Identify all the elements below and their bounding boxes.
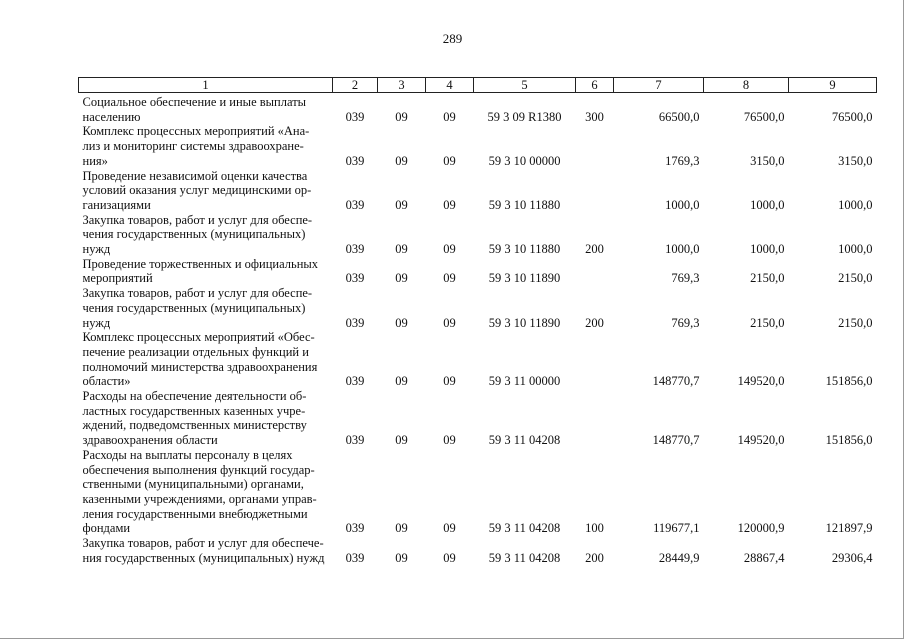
target-article: 59 3 10 00000: [488, 153, 561, 168]
amount-col-8: 1000,0: [750, 197, 785, 212]
row-name: [79, 536, 333, 565]
header-col-9: 9: [789, 78, 877, 93]
expense-type: 100: [585, 521, 604, 536]
expense-type: [576, 330, 614, 389]
header-col-2: 2: [333, 78, 378, 93]
table-row: [79, 124, 877, 168]
header-col-6: 6: [576, 78, 614, 93]
row-name-line: Расходы на обеспечение деятельности об-: [82, 389, 307, 404]
amount-col-9: 2150,0: [838, 315, 873, 330]
subsection-code: 09: [443, 433, 456, 448]
table-row: [79, 536, 877, 565]
row-name-line: ственными (муниципальными) органами,: [82, 477, 304, 492]
table-row: [79, 257, 877, 286]
target-article: 59 3 11 04208: [488, 521, 561, 536]
amount-col-9: 1000,0: [838, 197, 873, 212]
ministry-code: 039: [345, 550, 365, 565]
target-article: 59 3 11 00000: [488, 374, 561, 389]
amount-col-7: 148770,7: [652, 374, 700, 389]
table-row: [79, 169, 877, 213]
ministry-code: 039: [345, 433, 365, 448]
section-code: 09: [395, 109, 408, 124]
row-name: [79, 93, 333, 125]
section-code: 09: [395, 433, 408, 448]
ministry-code: 039: [345, 271, 365, 286]
row-name-line: Проведение независимой оценки качества: [82, 168, 308, 183]
row-name-line: фондами: [82, 521, 131, 536]
ministry-code: 039: [345, 242, 365, 257]
target-article: 59 3 10 11880: [488, 242, 561, 257]
row-name-line: ластных государственных казенных учре-: [82, 403, 306, 418]
row-name-line: чения государственных (муниципальных): [82, 300, 306, 315]
amount-col-8: 76500,0: [743, 109, 785, 124]
row-name-line: Закупка товаров, работ и услуг для обеспече-: [82, 536, 324, 551]
amount-col-9: 151856,0: [825, 433, 873, 448]
header-col-4: 4: [426, 78, 474, 93]
row-name-line: условий оказания услуг медицинскими ор-: [82, 183, 312, 198]
header-col-1: 1: [79, 78, 333, 93]
expense-type: [576, 389, 614, 448]
row-name: [79, 330, 333, 389]
row-name-line: Закупка товаров, работ и услуг для обеспе-: [82, 286, 313, 301]
section-code: 09: [395, 315, 408, 330]
header-col-5: 5: [474, 78, 576, 93]
ministry-code: 039: [345, 374, 365, 389]
subsection-code: 09: [443, 521, 456, 536]
subsection-code: 09: [443, 153, 456, 168]
amount-col-8: 2150,0: [750, 315, 785, 330]
row-name-line: населению: [82, 109, 141, 124]
subsection-code: 09: [443, 271, 456, 286]
row-name-line: печение реализации отдельных функций и: [82, 344, 309, 359]
amount-col-7: 769,3: [671, 271, 700, 286]
budget-table: [78, 77, 877, 566]
target-article: 59 3 10 11890: [488, 271, 561, 286]
row-name: [79, 213, 333, 257]
row-name-line: Комплекс процессных мероприятий «Ана-: [82, 124, 310, 139]
amount-col-9: 3150,0: [838, 153, 873, 168]
amount-col-9: 76500,0: [831, 109, 873, 124]
row-name-line: обеспечения выполнения функций государ-: [82, 462, 315, 477]
ministry-code: 039: [345, 153, 365, 168]
target-article: 59 3 11 04208: [488, 433, 561, 448]
table-row: [79, 330, 877, 389]
amount-col-8: 3150,0: [750, 153, 785, 168]
row-name-line: ганизациями: [82, 197, 151, 212]
amount-col-8: 2150,0: [750, 271, 785, 286]
target-article: 59 3 10 11890: [488, 315, 561, 330]
section-code: 09: [395, 271, 408, 286]
expense-type: 200: [585, 315, 604, 330]
expense-type: [576, 169, 614, 213]
expense-type: 300: [585, 109, 604, 124]
row-name-line: ждений, подведомственных министерству: [82, 418, 307, 433]
row-name-line: лиз и мониторинг системы здравоохране-: [82, 139, 304, 154]
row-name-line: нужд: [82, 242, 111, 257]
row-name: [79, 389, 333, 448]
row-name: [79, 169, 333, 213]
amount-col-9: 121897,9: [825, 521, 873, 536]
row-name-line: казенными учреждениями, органами управ-: [82, 491, 317, 506]
amount-col-8: 1000,0: [750, 242, 785, 257]
target-article: 59 3 10 11880: [488, 197, 561, 212]
row-name: [79, 448, 333, 536]
amount-col-7: 1000,0: [665, 197, 700, 212]
subsection-code: 09: [443, 242, 456, 257]
row-name-line: Закупка товаров, работ и услуг для обеспе-: [82, 212, 313, 227]
expense-type: [576, 257, 614, 286]
amount-col-7: 769,3: [671, 315, 700, 330]
section-code: 09: [395, 242, 408, 257]
expense-type: 200: [585, 550, 604, 565]
row-name-line: области»: [82, 374, 131, 389]
table-row: [79, 448, 877, 536]
table-row: [79, 286, 877, 330]
row-name-line: ния государственных (муниципальных) нужд: [82, 550, 325, 565]
amount-col-7: 1769,3: [665, 153, 700, 168]
table-body: [79, 93, 877, 566]
amount-col-7: 66500,0: [658, 109, 700, 124]
ministry-code: 039: [345, 521, 365, 536]
table-row: [79, 389, 877, 448]
amount-col-9: 29306,4: [831, 550, 873, 565]
amount-col-9: 2150,0: [838, 271, 873, 286]
amount-col-8: 149520,0: [737, 433, 785, 448]
ministry-code: 039: [345, 109, 365, 124]
row-name-line: полномочий министерства здравоохранения: [82, 359, 318, 374]
table-row: [79, 93, 877, 125]
amount-col-9: 1000,0: [838, 242, 873, 257]
amount-col-8: 120000,9: [737, 521, 785, 536]
ministry-code: 039: [345, 197, 365, 212]
amount-col-9: 151856,0: [825, 374, 873, 389]
expense-type: [576, 124, 614, 168]
row-name: [79, 257, 333, 286]
header-col-8: 8: [704, 78, 789, 93]
amount-col-7: 1000,0: [665, 242, 700, 257]
row-name-line: Расходы на выплаты персоналу в целях: [82, 447, 293, 462]
section-code: 09: [395, 521, 408, 536]
subsection-code: 09: [443, 109, 456, 124]
row-name-line: Социальное обеспечение и иные выплаты: [82, 95, 307, 109]
header-col-3: 3: [378, 78, 426, 93]
expense-type: 200: [585, 242, 604, 257]
amount-col-8: 149520,0: [737, 374, 785, 389]
amount-col-7: 119677,1: [653, 521, 700, 536]
header-col-7: 7: [614, 78, 704, 93]
target-article: 59 3 09 R1380: [487, 109, 562, 124]
target-article: 59 3 11 04208: [488, 550, 561, 565]
row-name-line: здравоохранения области: [82, 433, 218, 448]
amount-col-7: 28449,9: [658, 550, 700, 565]
section-code: 09: [395, 197, 408, 212]
section-code: 09: [395, 374, 408, 389]
row-name-line: нужд: [82, 315, 111, 330]
subsection-code: 09: [443, 315, 456, 330]
row-name: [79, 124, 333, 168]
section-code: 09: [395, 550, 408, 565]
subsection-code: 09: [443, 197, 456, 212]
subsection-code: 09: [443, 550, 456, 565]
table-header-row: [79, 78, 877, 93]
subsection-code: 09: [443, 374, 456, 389]
amount-col-8: 28867,4: [743, 550, 785, 565]
row-name-line: мероприятий: [82, 271, 153, 286]
row-name-line: ния»: [82, 153, 108, 168]
amount-col-7: 148770,7: [652, 433, 700, 448]
row-name-line: Проведение торжественных и официальных: [82, 256, 319, 271]
row-name-line: чения государственных (муниципальных): [82, 227, 306, 242]
row-name-line: Комплекс процессных мероприятий «Обес-: [82, 330, 315, 345]
row-name: [79, 286, 333, 330]
section-code: 09: [395, 153, 408, 168]
page-number: 289: [442, 31, 463, 46]
table-row: [79, 213, 877, 257]
ministry-code: 039: [345, 315, 365, 330]
row-name-line: ления государственными внебюджетными: [82, 506, 308, 521]
